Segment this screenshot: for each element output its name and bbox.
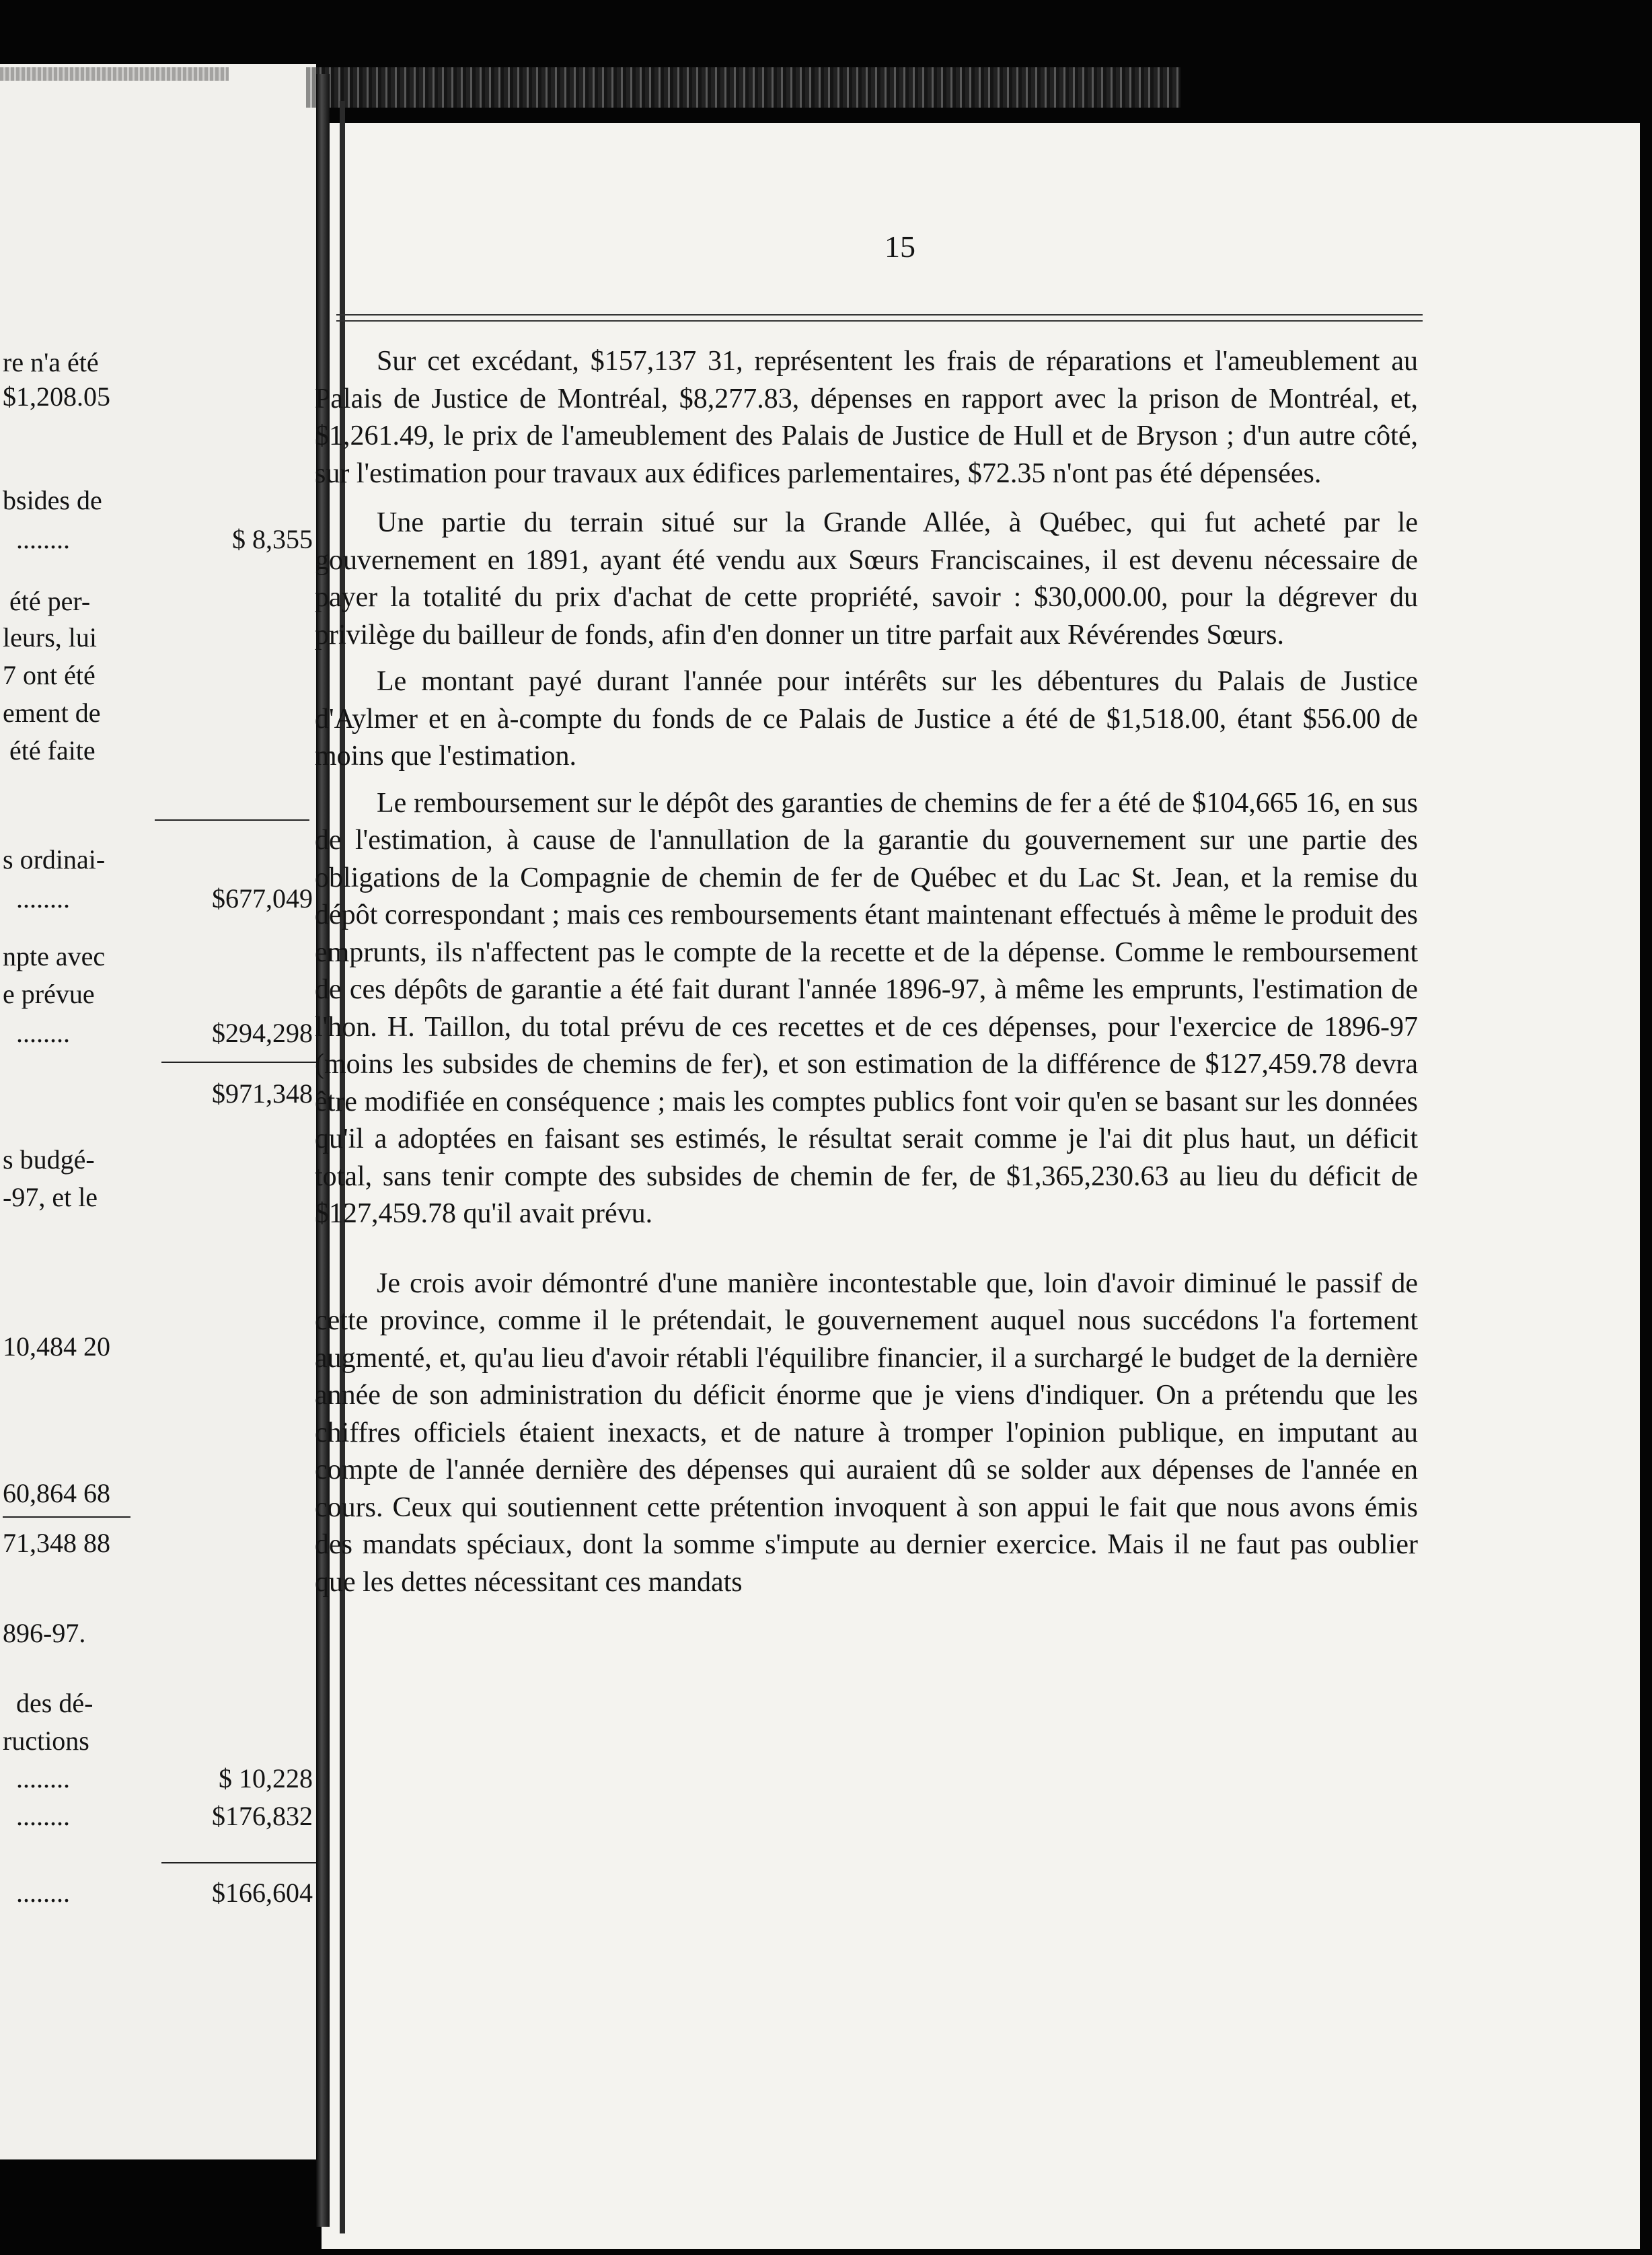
left-fragment: leurs, lui [3,622,97,653]
left-fragment: ........ [16,1801,70,1831]
header-rule [336,320,1423,322]
left-fragment: ement de [3,698,101,728]
sum-rule [155,819,309,821]
page-number: 15 [885,229,915,264]
header-rule [336,314,1423,316]
left-fragment: 71,348 88 [3,1528,110,1558]
left-fragment: ........ [16,883,70,914]
paragraph: Le remboursement sur le dépôt des garanties de chemins de fer a été de $104,665 16, en sus de l'estimation, à cause de l'annullation de la garantie du gouvernement sur une partie des obligations de la Compagnie de chemin de fer de Québec et du Lac St. Jean, et la remise du dépôt correspondant ; mais ces remboursements étant maintenant effectués à même le produit des emprunts, ils n'affectent pas le compte de la recette et de la dépense. Comme le remboursement de ces dépôts de garantie a été fait durant l'année 1896-97, à même les emprunts, l'estimation de l'hon. H. Taillon, du total prévu de ces recettes et de ces dépenses, pour l'exercice de 1896-97 (moins les subsides de chemins de fer), et son estimation de la différence de $127,459.78 devra être modifiée en conséquence ; mais les comptes publics font voir qu'en se basant sur les données qu'il a adoptées en faisant ses estimés, le résultat serait comme je l'ai dit plus haut, un déficit total, sans tenir compte des subsides de chemin de fer, de $1,365,230.63 au lieu du déficit de $127,459.78 qu'il avait prévu. [315,787,1418,1229]
left-fragment: ........ [16,524,70,554]
left-fragment: $1,208.05 [3,381,110,412]
left-fragment: 896-97. [3,1618,86,1648]
body-text [315,343,1418,1601]
left-fragment: des dé- [16,1688,93,1718]
left-amount: $ 8,355 [232,524,313,554]
left-amount: $ 10,228 [219,1763,313,1794]
left-fragment: bsides de [3,485,102,515]
left-fragment: ........ [16,1018,70,1048]
left-fragment: s ordinai- [3,844,106,875]
left-fragment: 10,484 20 [3,1331,110,1362]
left-page-margin-text [0,0,316,2096]
left-fragment: -97, et le [3,1182,98,1212]
left-fragment: ........ [16,1878,70,1908]
paragraph: Je crois avoir démontré d'une manière incontestable que, loin d'avoir diminué le passif de cette province, comme il le prétendait, le gouvernement auquel nous succédons l'a fortement augmenté, et, qu'au lieu d'avoir rétabli l'équilibre financier, il a surchargé le budget de la dernière année de son administration du déficit énorme que je viens d'indiquer. On a prétendu que les chiffres officiels étaient inexacts, et de nature à tromper l'opinion publique, en imputant au compte de l'année dernière des dépenses qui auraient dû se solder aux dépenses de l'année en cours. Ceux qui soutiennent cette prétention invoquent à son appui le fait que nous avons émis des mandats spéciaux, dont la somme s'impute au dernier exercice. Mais il ne faut pas oublier que les dettes nécessitant ces mandats [315,1267,1418,1598]
left-fragment: npte avec [3,941,106,971]
sum-rule [161,1862,316,1863]
left-fragment: s budgé- [3,1144,95,1175]
sum-rule [3,1516,130,1518]
paragraph: Le montant payé durant l'année pour intérêts sur les débentures du Palais de Justice d'Aylmer et en à-compte du fonds de ce Palais de Justice a été de $1,518.00, étant $56.00 de moins que l'estimation. [315,666,1418,772]
left-amount: $294,298 [212,1018,313,1048]
left-fragment: re n'a été [3,347,99,377]
left-amount: $176,832 [212,1801,313,1831]
left-fragment: e prévue [3,979,95,1009]
paragraph: Une partie du terrain situé sur la Grande Allée, à Québec, qui fut acheté par le gouvernement en 1891, ayant été vendu aux Sœurs Franciscaines, il est devenu nécessaire de payer la totalité du prix d'achat de cette propriété, savoir : $30,000.00, pour la dégrever du privilège du bailleur de fonds, afin d'en donner un titre parfait aux Révérendes Sœurs. [315,507,1418,651]
left-fragment: été per- [9,586,91,616]
left-fragment: ........ [16,1763,70,1794]
left-amount: $677,049 [212,883,313,914]
paragraph: Sur cet excédant, $157,137 31, représentent les frais de réparations et l'ameublement au Palais de Justice de Montréal, $8,277.83, dépenses en rapport avec la prison de Montréal, et, $1,261.49, le prix de l'ameublement des Palais de Justice de Hull et de Bryson ; d'un autre côté, sur l'estimation pour travaux aux édifices parlementaires, $72.35 n'ont pas été dépensées. [315,346,1418,489]
sum-rule [161,1062,316,1063]
left-fragment: ructions [3,1726,89,1756]
scan-edge-top [306,67,1180,108]
left-amount: $971,348 [212,1078,313,1109]
left-amount: $166,604 [212,1878,313,1908]
left-fragment: 7 ont été [3,660,96,690]
left-fragment: été faite [9,735,96,766]
left-fragment: 60,864 68 [3,1478,110,1508]
